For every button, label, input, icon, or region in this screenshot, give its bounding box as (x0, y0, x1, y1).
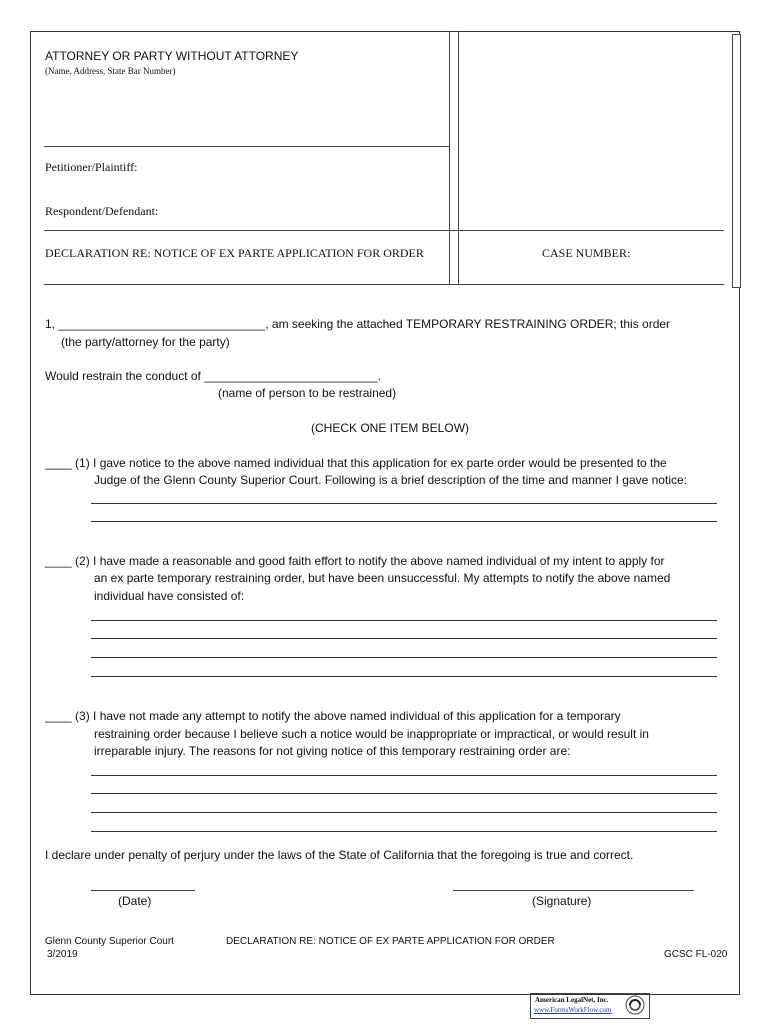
item3-line3: irreparable injury. The reasons for not giving notice of this temporary restraining order are: (94, 744, 571, 758)
declaration-statement: I declare under penalty of perjury under the laws of the State of California that the foregoing is true and correct. (45, 848, 634, 862)
signature-label: (Signature) (532, 894, 592, 908)
form-title: DECLARATION RE: NOTICE OF EX PARTE APPLICATION FOR ORDER (45, 246, 424, 260)
item2-answer-line[interactable] (91, 638, 717, 639)
attorney-sub-label: (Name, Address, State Bar Number) (45, 66, 176, 76)
item2-line2: an ex parte temporary restraining order, but have been unsuccessful. My attempts to notify the above named (94, 571, 671, 585)
item2-answer-line[interactable] (91, 620, 717, 621)
header-divider (449, 31, 450, 284)
item1-answer-line[interactable] (91, 503, 717, 504)
respondent-label: Respondent/Defendant: (45, 204, 159, 218)
item1-answer-line[interactable] (91, 521, 717, 522)
item1-line1: ____ (1) I gave notice to the above named individual that this application for ex parte order would be presented to the (45, 456, 667, 470)
signature-line[interactable] (453, 890, 694, 891)
item2-answer-line[interactable] (91, 657, 717, 658)
item3-answer-line[interactable] (91, 775, 717, 776)
footer-date: 3/2019 (47, 949, 78, 960)
item3-answer-line[interactable] (91, 831, 717, 832)
attorney-label: ATTORNEY OR PARTY WITHOUT ATTORNEY (45, 49, 299, 63)
item2-line1: ____ (2) I have made a reasonable and good faith effort to notify the above named individual of my intent to apply for (45, 554, 665, 568)
attorney-box-bottom-line (44, 146, 449, 147)
item2-line3: individual have consisted of: (94, 589, 245, 603)
parties-bottom-line (44, 230, 724, 231)
item1-line2: Judge of the Glenn County Superior Court. Following is a brief description of the time and manner I gave notice: (94, 473, 687, 487)
intro-line: 1, _______________________________, am seeking the attached TEMPORARY RESTRAINING ORDER; this order (45, 317, 671, 331)
logo-line1: American LegalNet, Inc. (535, 996, 609, 1004)
logo-line2[interactable]: www.FormsWorkFlow.com (534, 1006, 612, 1014)
globe-icon (625, 995, 645, 1015)
item3-answer-line[interactable] (91, 793, 717, 794)
date-line[interactable] (91, 890, 195, 891)
case-number-label: CASE NUMBER: (542, 246, 631, 260)
footer-form-code: GCSC FL-020 (664, 949, 728, 960)
restrain-line: Would restrain the conduct of __________________________. (45, 369, 382, 383)
intro-sub-label: (the party/attorney for the party) (61, 335, 230, 349)
page-edge-tab (732, 34, 741, 288)
header-divider-2 (458, 31, 459, 284)
footer-title: DECLARATION RE: NOTICE OF EX PARTE APPLICATION FOR ORDER (226, 936, 555, 947)
item3-line2: restraining order because I believe such a notice would be inappropriate or impractical, or would result in (94, 727, 649, 741)
vendor-logo[interactable] (530, 993, 650, 1019)
item2-answer-line[interactable] (91, 676, 717, 677)
date-label: (Date) (118, 894, 152, 908)
item3-answer-line[interactable] (91, 812, 717, 813)
title-bottom-line (44, 284, 724, 285)
check-one-heading: (CHECK ONE ITEM BELOW) (311, 421, 470, 435)
petitioner-label: Petitioner/Plaintiff: (45, 160, 138, 174)
item3-line1: ____ (3) I have not made any attempt to notify the above named individual of this application for a temporary (45, 709, 621, 723)
footer-court: Glenn County Superior Court (45, 936, 174, 947)
restrain-sub-label: (name of person to be restrained) (218, 386, 397, 400)
